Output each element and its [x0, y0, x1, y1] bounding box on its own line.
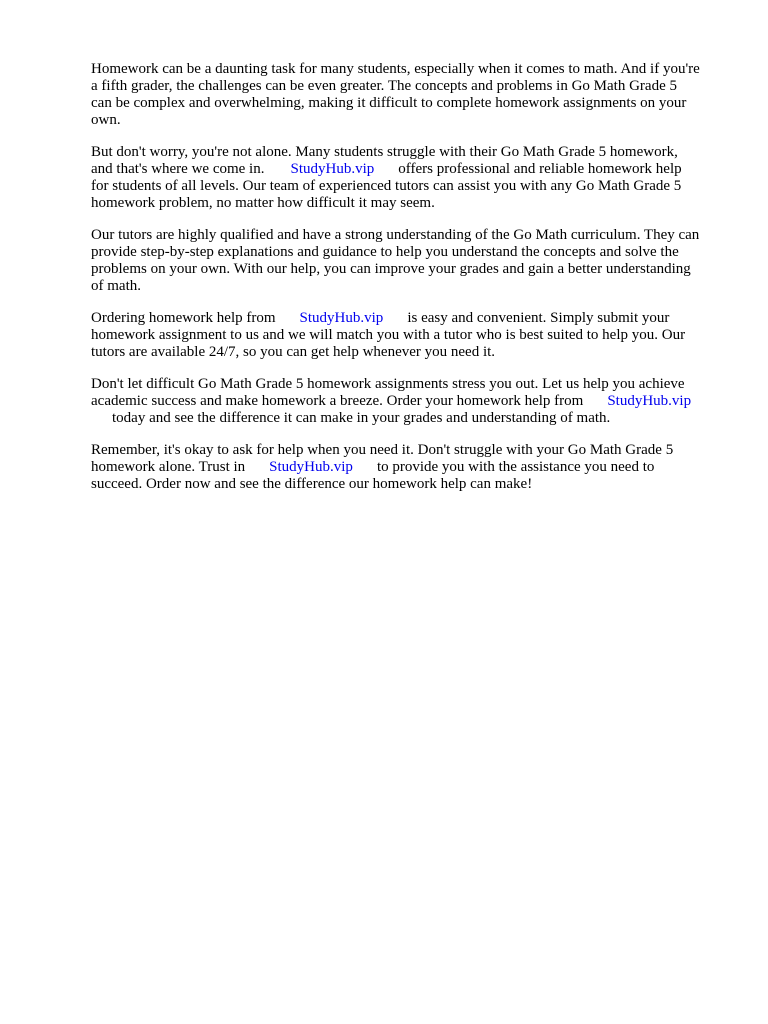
text-segment: is easy and convenient. Simply submit your: [407, 310, 670, 326]
text-segment: Ordering homework help from: [91, 310, 276, 326]
paragraph-tutors: [91, 227, 728, 295]
text-segment: to provide you with the assistance you need to: [376, 459, 655, 475]
text-line: succeed. Order now and see the difference our homework help can make!: [91, 476, 533, 492]
text-segment: and that's where we come in.: [91, 161, 265, 177]
paragraph-not-alone: [91, 144, 728, 212]
text-line: [91, 410, 728, 427]
text-line: own.: [91, 112, 121, 128]
text-line: a fifth grader, the challenges can be even greater. The concepts and problems in Go Math Grade 5: [91, 78, 677, 94]
text-line: of math.: [91, 278, 141, 294]
text-line-with-link: [91, 310, 728, 327]
text-line-with-link: [91, 393, 728, 410]
text-line: Homework can be a daunting task for many students, especially when it comes to math. And if you're: [91, 61, 700, 77]
paragraph-remember: [91, 442, 728, 493]
text-line-with-link: [91, 459, 728, 476]
text-line: homework problem, no matter how difficult it may seem.: [91, 195, 435, 211]
text-line: homework assignment to us and we will match you with a tutor who is best suited to help you. Our: [91, 327, 686, 343]
studyhub-link[interactable]: StudyHub.vip: [607, 393, 692, 409]
text-line: Our tutors are highly qualified and have a strong understanding of the Go Math curriculum. They can: [91, 227, 700, 243]
text-line: Don't let difficult Go Math Grade 5 homework assignments stress you out. Let us help you achieve: [91, 376, 685, 392]
text-line: Remember, it's okay to ask for help when you need it. Don't struggle with your Go Math Grade 5: [91, 442, 674, 458]
studyhub-link[interactable]: StudyHub.vip: [299, 310, 384, 326]
paragraph-ordering: [91, 310, 728, 361]
text-line: for students of all levels. Our team of experienced tutors can assist you with any Go Math Grade 5: [91, 178, 682, 194]
text-line: problems on your own. With our help, you can improve your grades and gain a better understanding: [91, 261, 691, 277]
text-line: tutors are available 24/7, so you can get help whenever you need it.: [91, 344, 496, 360]
paragraph-stress: [91, 376, 728, 427]
text-segment: homework alone. Trust in: [91, 459, 246, 475]
text-line: But don't worry, you're not alone. Many students struggle with their Go Math Grade 5 homework,: [91, 144, 678, 160]
text-line: can be complex and overwhelming, making it difficult to complete homework assignments on your: [91, 95, 687, 111]
text-segment: offers professional and reliable homework help: [398, 161, 682, 177]
studyhub-link[interactable]: StudyHub.vip: [290, 161, 375, 177]
paragraph-intro: [91, 61, 728, 129]
text-line: provide step-by-step explanations and guidance to help you understand the concepts and solve the: [91, 244, 679, 260]
studyhub-link[interactable]: StudyHub.vip: [269, 459, 353, 475]
text-segment: academic success and make homework a breeze. Order your homework help from: [91, 393, 584, 409]
text-line-with-link: [91, 161, 728, 178]
text-segment: today and see the difference it can make in your grades and understanding of math.: [112, 410, 611, 426]
